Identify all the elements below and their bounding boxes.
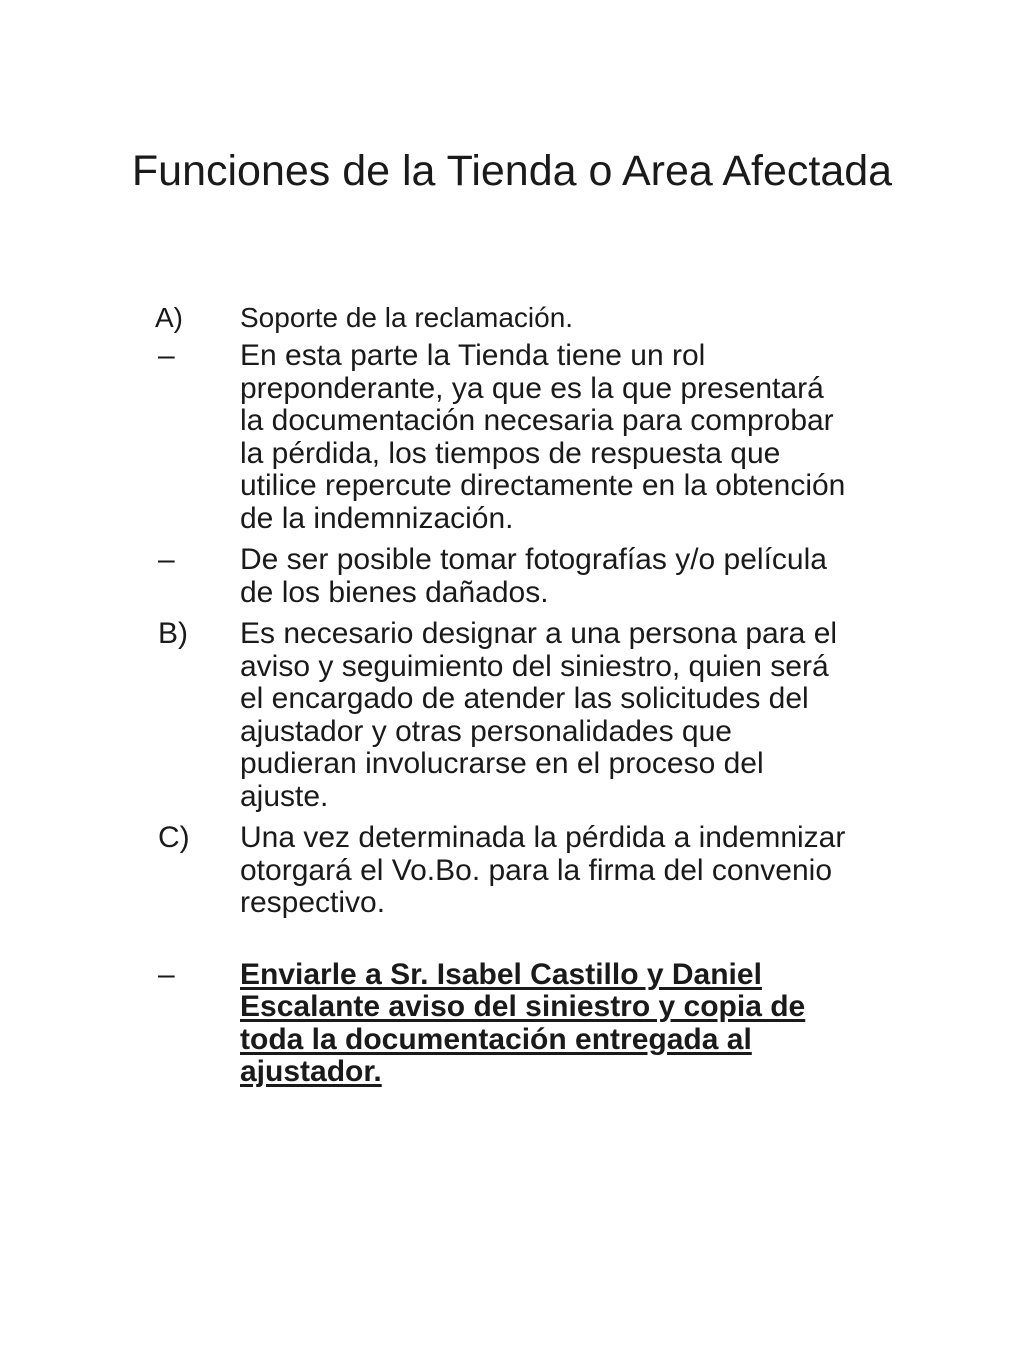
list-marker: – bbox=[158, 339, 175, 372]
list-item-dash-2 bbox=[150, 544, 950, 609]
spacer bbox=[150, 929, 950, 959]
list-marker: B) bbox=[158, 617, 188, 650]
list-marker: A) bbox=[155, 302, 183, 333]
list-marker: – bbox=[158, 957, 175, 991]
list-item-a bbox=[150, 298, 950, 338]
list-marker: C) bbox=[158, 821, 190, 854]
list-item-dash-3 bbox=[150, 959, 950, 1089]
list-item-text: Es necesario designar a una persona para el aviso y seguimiento del siniestro, quien será el encargado de atender las solicitudes del ajustador y otras personalidades que pudieran involucrarse en el proceso del ajuste. bbox=[240, 617, 838, 813]
list-item-c bbox=[150, 822, 950, 920]
list-marker: – bbox=[158, 543, 175, 576]
page-title: Funciones de la Tienda o Area Afectada bbox=[131, 147, 893, 195]
list-item-text: En esta parte la Tienda tiene un rol preponderante, ya que es la que presentará la documentación necesaria para comprobar la pérdida, los tiempos de respuesta que utilice repercute directamente en la obtención de la indemnización. bbox=[240, 339, 846, 535]
list-item-b bbox=[150, 618, 950, 813]
list-item-text: Soporte de la reclamación. bbox=[240, 302, 574, 333]
emphasized-instruction: Enviarle a Sr. Isabel Castillo y Daniel Escalante aviso del siniestro y copia de toda la documentación entregada al ajustador. bbox=[240, 957, 806, 1088]
list-item-text: De ser posible tomar fotografías y/o película de los bienes dañados. bbox=[240, 543, 827, 609]
list-item-text: Una vez determinada la pérdida a indemnizar otorgará el Vo.Bo. para la firma del convenio respectivo. bbox=[240, 821, 846, 919]
content-list bbox=[150, 298, 950, 1098]
list-item-dash-1 bbox=[150, 340, 950, 535]
